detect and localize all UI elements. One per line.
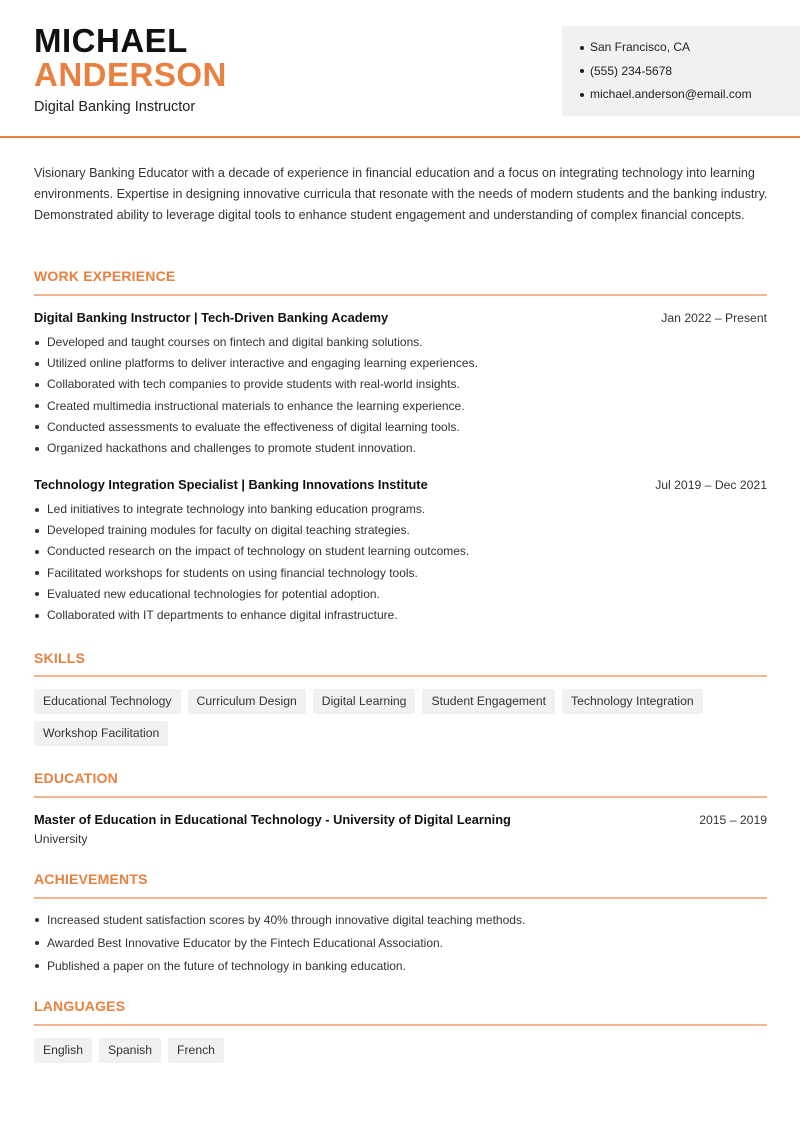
- bullet-icon: [35, 362, 39, 366]
- section-divider: [34, 294, 767, 296]
- list-item: Evaluated new educational technologies for potential adoption.: [34, 584, 767, 605]
- language-tag: Spanish: [99, 1038, 161, 1063]
- skills-heading: SKILLS: [34, 650, 85, 666]
- bullet-icon: [35, 383, 39, 387]
- degree-title: Master of Education in Educational Technology - University of Digital Learning: [34, 812, 511, 827]
- skill-tag: Workshop Facilitation: [34, 721, 168, 746]
- job-dates: Jul 2019 – Dec 2021: [655, 478, 767, 492]
- bullet-icon: [580, 69, 584, 73]
- bullet-icon: [35, 592, 39, 596]
- bullet-icon: [35, 550, 39, 554]
- resume-header: [0, 0, 800, 138]
- list-item: Conducted research on the impact of technology on student learning outcomes.: [34, 541, 767, 562]
- skill-tag: Curriculum Design: [188, 689, 306, 714]
- achievements-list: [34, 909, 767, 977]
- list-item: Led initiatives to integrate technology into banking education programs.: [34, 499, 767, 520]
- skill-tag: Educational Technology: [34, 689, 181, 714]
- achievements-heading: ACHIEVEMENTS: [34, 871, 148, 887]
- education-header: [34, 812, 767, 827]
- education-dates: 2015 – 2019: [699, 813, 767, 827]
- list-item: Utilized online platforms to deliver interactive and engaging learning experiences.: [34, 353, 767, 374]
- contact-phone: (555) 234-5678: [580, 60, 800, 84]
- bullet-icon: [580, 93, 584, 97]
- bullet-icon: [580, 46, 584, 50]
- contact-box: [562, 26, 800, 116]
- job-title: Digital Banking Instructor: [34, 99, 196, 115]
- job-title: Technology Integration Specialist | Banking Innovations Institute: [34, 477, 428, 492]
- skills-list: [34, 689, 774, 746]
- bullet-icon: [35, 614, 39, 618]
- section-divider: [34, 897, 767, 899]
- languages-list: [34, 1038, 774, 1063]
- bullet-icon: [35, 571, 39, 575]
- bullet-icon: [35, 941, 39, 945]
- language-tag: French: [168, 1038, 224, 1063]
- list-item: Awarded Best Innovative Educator by the Fintech Educational Association.: [34, 932, 767, 955]
- job-title: Digital Banking Instructor | Tech-Driven Banking Academy: [34, 310, 389, 325]
- skill-tag: Digital Learning: [313, 689, 416, 714]
- bullet-icon: [35, 404, 39, 408]
- job-header: [34, 477, 767, 492]
- list-item: Developed training modules for faculty on digital teaching strategies.: [34, 520, 767, 541]
- job-bullets: [34, 332, 767, 459]
- work-experience-heading: WORK EXPERIENCE: [34, 268, 176, 284]
- bullet-icon: [35, 964, 39, 968]
- bullet-icon: [35, 918, 39, 922]
- list-item: Facilitated workshops for students on using financial technology tools.: [34, 563, 767, 584]
- list-item: Organized hackathons and challenges to promote student innovation.: [34, 438, 767, 459]
- first-name: MICHAEL: [34, 22, 188, 59]
- education-heading: EDUCATION: [34, 770, 118, 786]
- bullet-icon: [35, 447, 39, 451]
- bullet-icon: [35, 529, 39, 533]
- skill-tag: Student Engagement: [422, 689, 555, 714]
- languages-heading: LANGUAGES: [34, 998, 126, 1014]
- list-item: Published a paper on the future of technology in banking education.: [34, 955, 767, 978]
- education-institution: University: [34, 832, 88, 846]
- summary-paragraph: Visionary Banking Educator with a decade of experience in financial education and a focus on integrating technology into learning environments. Expertise in designing innovative curricula that resonate with the needs of modern students and the banking industry. Demonstrated ability to leverage digital tools to enhance student engagement and understanding of complex financial concepts.: [34, 166, 768, 222]
- contact-location: San Francisco, CA: [580, 36, 800, 60]
- list-item: Increased student satisfaction scores by 40% through innovative digital teaching methods.: [34, 909, 767, 932]
- skill-tag: Technology Integration: [562, 689, 703, 714]
- bullet-icon: [35, 425, 39, 429]
- bullet-icon: [35, 341, 39, 345]
- language-tag: English: [34, 1038, 92, 1063]
- list-item: Collaborated with IT departments to enhance digital infrastructure.: [34, 605, 767, 626]
- last-name: ANDERSON: [34, 56, 227, 93]
- list-item: Collaborated with tech companies to provide students with real-world insights.: [34, 374, 767, 395]
- job-bullets: [34, 499, 767, 626]
- job-header: [34, 310, 767, 325]
- job-dates: Jan 2022 – Present: [661, 311, 767, 325]
- contact-email: michael.anderson@email.com: [580, 83, 800, 107]
- section-divider: [34, 675, 767, 677]
- list-item: Developed and taught courses on fintech and digital banking solutions.: [34, 332, 767, 353]
- section-divider: [34, 796, 767, 798]
- section-divider: [34, 1024, 767, 1026]
- list-item: Conducted assessments to evaluate the effectiveness of digital learning tools.: [34, 417, 767, 438]
- bullet-icon: [35, 508, 39, 512]
- list-item: Created multimedia instructional materials to enhance the learning experience.: [34, 396, 767, 417]
